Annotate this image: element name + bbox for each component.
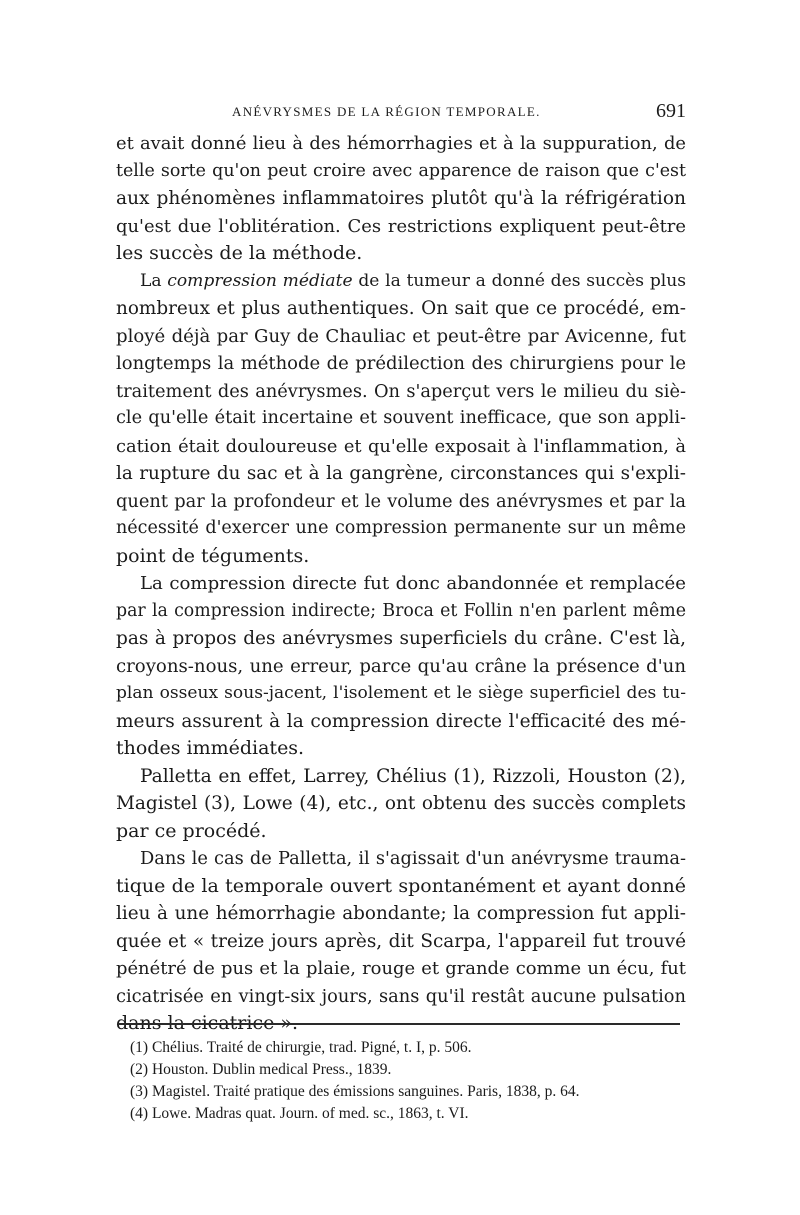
text-line: pénétré de pus et la plaie, rouge et grande comme un écu, fut: [116, 958, 686, 979]
footnote: (4) Lowe. Madras quat. Journ. of med. sc., 1863, t. VI.: [130, 1105, 469, 1122]
text-line: dans la cicatrice ».: [116, 1012, 299, 1034]
text-line: point de téguments.: [116, 544, 310, 567]
text-line: thodes immédiates.: [116, 737, 305, 759]
text-line: Palletta en effet, Larrey, Chélius (1), Rizzoli, Houston (2),: [140, 765, 686, 787]
text-line: aux phénomènes inflammatoires plutôt qu'à la réfrigération: [116, 188, 686, 209]
footnote: (3) Magistel. Traité pratique des émissions sanguines. Paris, 1838, p. 64.: [130, 1083, 580, 1100]
text-line: par la compression indirecte; Broca et Follin n'en parlent même: [116, 600, 686, 621]
text-line: cle qu'elle était incertaine et souvent inefficace, que son appli-: [116, 408, 686, 428]
footnote-divider: [118, 1023, 680, 1025]
text-line: qu'est due l'oblitération. Ces restrictions expliquent peut-être: [116, 215, 686, 237]
text-line: longtemps la méthode de prédilection des chirurgiens pour le: [116, 353, 686, 374]
text-line: et avait donné lieu à des hémorrhagies et à la suppuration, de: [116, 133, 686, 154]
text-line: nombreux et plus authentiques. On sait que ce procédé, em-: [116, 298, 686, 319]
text-line: croyons-nous, une erreur, parce qu'au crâne la présence d'un: [116, 655, 686, 677]
footnote: (2) Houston. Dublin medical Press., 1839.: [130, 1061, 392, 1078]
page-number: 691: [656, 100, 686, 122]
text-line: quent par la profondeur et le volume des anévrysmes et par la: [116, 490, 686, 512]
text-line: La compression directe fut donc abandonnée et remplacée: [140, 573, 686, 594]
italic-term: compression médiate: [167, 270, 353, 291]
text-line: plan osseux sous-jacent, l'isolement et le siège superficiel des tu-: [116, 683, 686, 703]
text-line: cicatrisée en vingt-six jours, sans qu'il restât aucune pulsation: [116, 985, 686, 1007]
footnote: (1) Chélius. Traité de chirurgie, trad. Pigné, t. I, p. 506.: [130, 1039, 472, 1056]
running-head: [116, 100, 686, 126]
text-line: Dans le cas de Palletta, il s'agissait d'un anévrysme trauma-: [140, 848, 686, 869]
text-line: la rupture du sac et à la gangrène, circonstances qui s'expli-: [116, 463, 686, 484]
lead-text: La: [140, 270, 168, 291]
text-line: tique de la temporale ouvert spontanément et ayant donné: [116, 874, 686, 897]
text-line: par ce procédé.: [116, 819, 267, 842]
lead-text: de la tumeur a donné des succès plus: [352, 270, 687, 291]
footnotes: [130, 1037, 690, 1125]
text-line: nécessité d'exercer une compression permanente sur un même: [116, 518, 686, 538]
text-line: pas à propos des anévrysmes superficiels du crâne. C'est là,: [116, 628, 686, 649]
text-line: lieu à une hémorrhagie abondante; la compression fut appli-: [116, 903, 686, 924]
text-line: quée et « treize jours après, dit Scarpa, l'appareil fut trouvé: [116, 930, 686, 952]
text-line: telle sorte qu'on peut croire avec apparence de raison que c'est: [116, 160, 686, 181]
text-line: traitement des anévrysmes. On s'aperçut vers le milieu du siè-: [116, 380, 686, 402]
text-line: Magistel (3), Lowe (4), etc., ont obtenu des succès complets: [116, 793, 686, 814]
text-line: ployé déjà par Guy de Chauliac et peut-être par Avicenne, fut: [116, 325, 686, 347]
paragraph-lead-line: [116, 268, 686, 296]
body-text: [116, 130, 686, 1038]
text-line: cation était douloureuse et qu'elle exposait à l'inflammation, à: [116, 435, 686, 457]
running-title: ANÉVRYSMES DE LA RÉGION TEMPORALE.: [232, 104, 541, 119]
text-line: meurs assurent à la compression directe l'efficacité des mé-: [116, 710, 686, 732]
text-line: les succès de la méthode.: [116, 242, 363, 264]
